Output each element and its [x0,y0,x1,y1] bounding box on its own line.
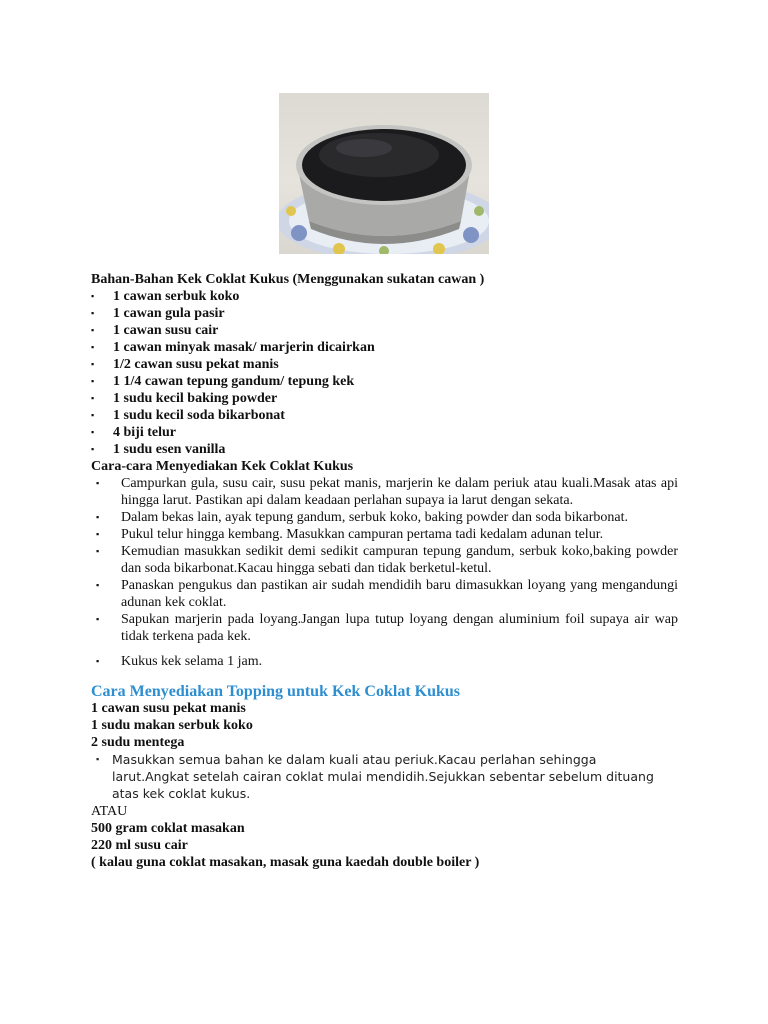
step-text: Panaskan pengukus dan pastikan air sudah mendidih baru dimasukkan loyang yang mengandungi adunan kek coklat. [121,578,678,610]
alternative-topping-list [91,820,479,871]
topping-ingredients-list [91,700,253,751]
bullet-icon: ▪ [96,546,100,556]
bullet-icon: ▪ [91,359,95,369]
bullet-icon: ▪ [91,376,95,386]
list-item-text: 1 sudu kecil soda bikarbonat [113,408,285,423]
list-item: 500 gram coklat masakan [91,821,245,836]
list-item-text: 1 cawan serbuk koko [113,289,240,304]
list-item [91,356,375,373]
bullet-icon: ▪ [91,342,95,352]
ingredients-heading: Bahan-Bahan Kek Coklat Kukus (Menggunakan sukatan cawan ) [91,272,485,287]
bullet-icon: ▪ [96,656,100,666]
bullet-icon: ▪ [96,478,100,488]
bullet-icon: ▪ [91,325,95,335]
bullet-icon: ▪ [96,614,100,624]
list-item: 1 cawan susu pekat manis [91,701,246,716]
bullet-icon: ▪ [91,410,95,420]
bullet-icon: ▪ [91,291,95,301]
list-item [91,441,375,458]
step-text: Pukul telur hingga kembang. Masukkan campuran pertama tadi kedalam adunan telur. [121,527,604,542]
method-steps [96,475,678,670]
list-item-text: 1 cawan susu cair [113,323,219,338]
step-text: Masukkan semua bahan ke dalam kuali atau periuk.Kacau perlahan sehingga larut.Angkat setelah cairan coklat mulai mendidih.Sejukkan sebentar sebelum dituang atas kek coklat kukus. [112,752,654,801]
list-item-text: 1 cawan minyak masak/ marjerin dicairkan [113,340,375,355]
list-item [91,407,375,424]
list-item-text: 1 sudu kecil baking powder [113,391,278,406]
cake-photo [279,93,489,254]
ingredients-list [91,288,375,458]
step-item [96,653,678,670]
step-item [96,509,678,526]
list-item [91,288,375,305]
step-text: Kukus kek selama 1 jam. [121,654,263,669]
bullet-icon: ▪ [91,393,95,403]
bullet-icon: ▪ [91,444,95,454]
step-item [96,751,676,802]
bullet-icon: ▪ [96,529,100,539]
step-text: Kemudian masukkan sedikit demi sedikit campuran tepung gandum, serbuk koko,baking powder dan soda bikarbonat.Kacau hingga sebati dan tidak berketul-ketul. [121,544,678,576]
bullet-icon: ▪ [91,308,95,318]
step-item [96,526,678,543]
list-item-text: 4 biji telur [113,425,176,440]
step-text: Sapukan marjerin pada loyang.Jangan lupa tutup loyang dengan aluminium foil supaya air wap tidak terkena pada kek. [121,612,678,644]
list-item: ( kalau guna coklat masakan, masak guna kaedah double boiler ) [91,855,480,870]
step-item [96,475,678,509]
bullet-icon: ▪ [96,754,100,764]
list-item: 220 ml susu cair [91,838,188,853]
list-item [91,322,375,339]
list-item [91,373,375,390]
list-item [91,424,375,441]
list-item-text: 1 cawan gula pasir [113,306,225,321]
list-item [91,390,375,407]
topping-heading: Cara Menyediakan Topping untuk Kek Coklat Kukus [91,683,461,700]
list-item-text: 1 1/4 cawan tepung gandum/ tepung kek [113,374,355,389]
list-item: 2 sudu mentega [91,735,185,750]
step-item [96,543,678,577]
topping-steps [96,751,676,802]
bullet-icon: ▪ [96,512,100,522]
or-label: ATAU [91,804,128,819]
list-item-text: 1 sudu esen vanilla [113,442,226,457]
bullet-icon: ▪ [96,580,100,590]
step-text: Dalam bekas lain, ayak tepung gandum, serbuk koko, baking powder dan soda bikarbonat. [121,510,628,525]
list-item-text: 1/2 cawan susu pekat manis [113,357,279,372]
list-item [91,339,375,356]
step-text: Campurkan gula, susu cair, susu pekat manis, marjerin ke dalam periuk atau kuali.Masak atas api hingga larut. Pastikan api dalam keadaan perlahan supaya ia larut dengan sekata. [121,476,678,508]
method-heading: Cara-cara Menyediakan Kek Coklat Kukus [91,459,354,474]
step-item [96,611,678,645]
list-item [91,305,375,322]
list-item: 1 sudu makan serbuk koko [91,718,253,733]
step-item [96,577,678,611]
bullet-icon: ▪ [91,427,95,437]
